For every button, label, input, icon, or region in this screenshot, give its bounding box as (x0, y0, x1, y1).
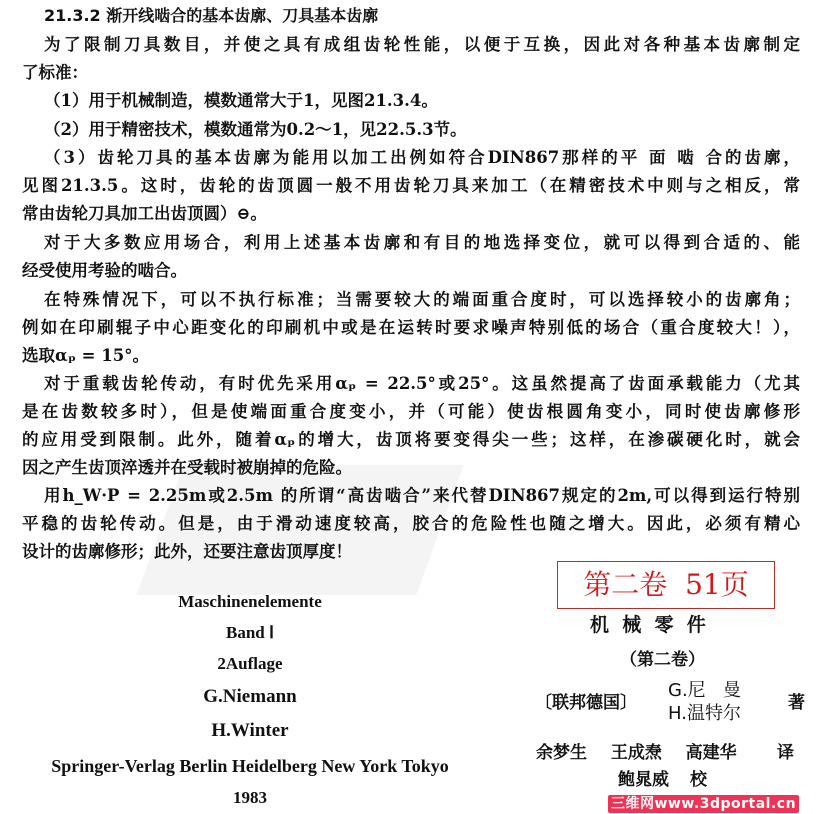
body-line: 的应用受到限制。此外，随着αₚ的增大，齿顶将要变得尖一些；这样，在渗碳硬化时，就会 (22, 430, 800, 449)
chinese-author-2: H.温特尔 (668, 703, 741, 724)
body-line: 经受使用考验的啮合。 (22, 261, 187, 280)
body-line: （3）齿轮刀具的基本齿廓为能用以加工出例如符合DIN867那样的平 面 啮 合的齿廓， (44, 148, 800, 167)
body-line: 了标准： (22, 63, 88, 82)
chinese-proofreader: 鲍晁威 (618, 770, 669, 790)
body-line: 选取αₚ = 15°。 (22, 346, 149, 365)
chinese-volume: （第二卷） (620, 650, 705, 670)
body-line: 平稳的齿轮传动。但是，由于滑动速度较高，胶合的危险性也随之增大。因此，必须有精心 (22, 514, 800, 533)
german-edition: 2Auflage (217, 654, 283, 673)
german-band: Band Ⅰ (225, 623, 274, 642)
body-line: 见图21.3.5。这时，齿轮的齿顶圆一般不用齿轮刀具来加工（在精密技术中则与之相反，常 (22, 176, 800, 195)
german-title: Maschinenelemente (178, 592, 322, 611)
body-line: 是在齿数较多时），但是使端面重合度变小，并（可能）使齿根圆角变小，同时使齿廓修形 (22, 402, 800, 421)
chinese-translator-role: 译 (777, 743, 794, 763)
chinese-proofreader-role: 校 (690, 770, 707, 790)
german-author-2: H.Winter (211, 720, 289, 741)
body-line: 常由齿轮刀具加工出齿顶圆）⊖。 (22, 204, 267, 223)
chinese-country: 〔联邦德国〕 (535, 693, 637, 713)
german-author-1: G.Niemann (203, 686, 297, 707)
body-line: 对于大多数应用场合，利用上述基本齿廓和有目的地选择变位，就可以得到合适的、能 (44, 233, 800, 252)
body-line: （1）用于机械制造，模数通常大于1，见图21.3.4。 (44, 91, 438, 110)
german-publisher: Springer-Verlag Berlin Heidelberg New York Tokyo (51, 756, 449, 776)
body-line: 对于重载齿轮传动，有时优先采用αₚ = 22.5°或25°。这虽然提高了齿面承载能力（尤其 (44, 374, 800, 393)
body-line: （2）用于精密技术，模数通常为0.2～1，见22.5.3节。 (44, 120, 467, 139)
body-line: 因之产生齿顶淬透并在受载时被崩掉的危险。 (22, 458, 352, 477)
german-year: 1983 (233, 788, 267, 807)
section-heading: 21.3.2 渐开线啮合的基本齿廓、刀具基本齿廓 (44, 6, 379, 25)
body-line: 用h_W·P = 2.25m或2.5m 的所谓“高齿啮合”来代替DIN867规定的2m,可以得到运行特别 (44, 486, 800, 505)
page-stamp: 第二卷 51页 (557, 561, 775, 609)
body-line: 设计的齿廓修形；此外，还要注意齿顶厚度！ (22, 542, 352, 561)
site-watermark: 三维网www.3dportal.cn (608, 795, 799, 813)
chinese-author-role: 著 (788, 693, 805, 713)
body-line: 例如在印刷辊子中心距变化的印刷机中或是在运转时要求噪声特别低的场合（重合度较大！）， (22, 318, 800, 337)
chinese-translators: 余梦生 王成焘 高建华 (536, 743, 737, 763)
chinese-title: 机 械 零 件 (590, 614, 706, 636)
chinese-author-1: G.尼 曼 (668, 680, 741, 701)
body-line: 在特殊情况下，可以不执行标准；当需要较大的端面重合度时，可以选择较小的齿廓角； (44, 290, 800, 309)
body-line: 为了限制刀具数目，并使之具有成组齿轮性能，以便于互换，因此对各种基本齿廓制定 (44, 35, 800, 54)
